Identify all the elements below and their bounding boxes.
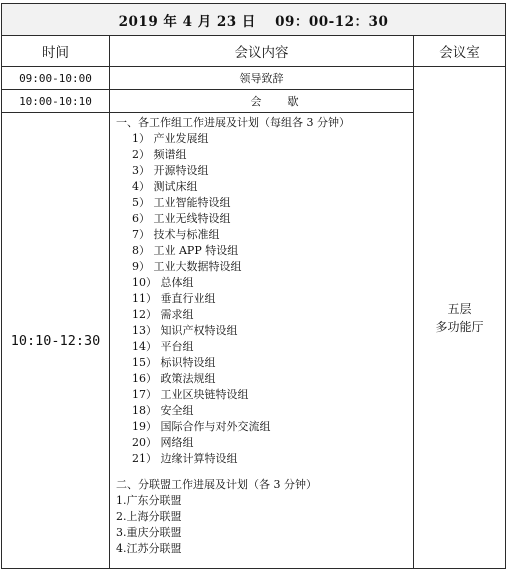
branch-alliance-item: 4.江苏分联盟: [116, 542, 182, 555]
meeting-agenda-table: [1, 3, 506, 569]
time-slot-1: 09:00-10:00: [2, 67, 110, 90]
header-content: 会议内容: [110, 36, 414, 67]
time-slot-3: 10:10-12:30: [2, 113, 110, 569]
room-floor: 五层: [447, 301, 472, 316]
break-char-2: 歇: [287, 95, 299, 108]
working-group-item: 21） 边缘计算特设组: [132, 452, 238, 465]
working-group-item: 17） 工业区块链特设组: [132, 388, 249, 401]
working-group-item: 1） 产业发展组: [132, 132, 209, 145]
room-hall: 多功能厅: [435, 319, 484, 334]
content-break: [110, 90, 414, 113]
working-group-item: 11） 垂直行业组: [132, 292, 216, 305]
working-group-item: 14） 平台组: [132, 340, 194, 353]
working-group-item: 7） 技术与标准组: [132, 228, 220, 241]
branch-alliance-item: 2.上海分联盟: [116, 510, 182, 523]
header-time: 时间: [2, 36, 110, 67]
content-opening-speech: 领导致辞: [110, 67, 414, 90]
working-group-item: 19） 国际合作与对外交流组: [132, 420, 271, 433]
section-1-title: 一、各工作组工作进展及计划（每组各 3 分钟）: [116, 116, 350, 129]
working-group-item: 6） 工业无线特设组: [132, 212, 231, 225]
room-cell: [414, 67, 506, 569]
working-group-item: 20） 网络组: [132, 436, 194, 449]
working-group-item: 8） 工业 APP 特设组: [132, 244, 239, 257]
working-group-item: 13） 知识产权特设组: [132, 324, 238, 337]
working-group-item: 18） 安全组: [132, 404, 194, 417]
working-group-item: 10） 总体组: [132, 276, 194, 289]
working-group-item: 16） 政策法规组: [132, 372, 216, 385]
working-group-item: 2） 频谱组: [132, 148, 187, 161]
working-group-item: 15） 标识特设组: [132, 356, 216, 369]
section-2-list: [116, 493, 413, 557]
time-slot-2: 10:00-10:10: [2, 90, 110, 113]
branch-alliance-item: 1.广东分联盟: [116, 494, 182, 507]
working-group-item: 4） 测试床组: [132, 180, 198, 193]
section-1-list: [116, 131, 413, 467]
break-char-1: 会: [250, 95, 288, 108]
branch-alliance-item: 3.重庆分联盟: [116, 526, 182, 539]
working-group-item: 12） 需求组: [132, 308, 194, 321]
content-reports: [110, 113, 414, 569]
working-group-item: 5） 工业智能特设组: [132, 196, 231, 209]
working-group-item: 3） 开源特设组: [132, 164, 209, 177]
header-room: 会议室: [414, 36, 506, 67]
agenda-date-title: 2019 年 4 月 23 日 09：00-12：30: [2, 4, 506, 36]
working-group-item: 9） 工业大数据特设组: [132, 260, 242, 273]
section-2-title: 二、分联盟工作进展及计划（各 3 分钟）: [116, 478, 317, 491]
